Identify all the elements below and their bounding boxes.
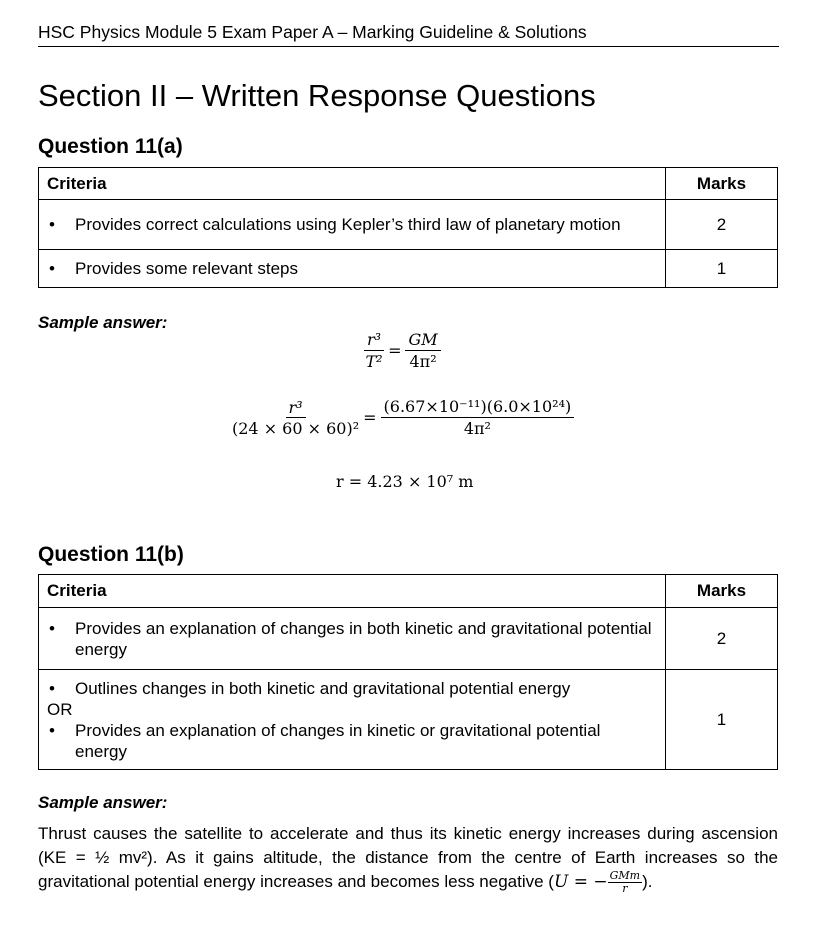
eq1-lhs-denominator: T² xyxy=(365,352,383,371)
substituted-equation: $\frac{\text{r³}}{\text{(24 × 60 × 60)²}}$ = $\frac{\text{(6.67×10⁻¹¹)(6.0×10²⁴)}}{\text{4π²}}$ xyxy=(232,397,574,438)
answer-text-part2: ). xyxy=(642,872,653,891)
q11a-criteria-table xyxy=(38,167,778,288)
criteria-header: Criteria xyxy=(39,168,666,200)
criterion-bullet xyxy=(47,618,657,660)
sample-answer-label: Sample answer: xyxy=(38,313,168,332)
criterion-text: Provides correct calculations using Kepler’s third law of planetary motion xyxy=(75,215,621,234)
eq2-lhs-numerator: r³ xyxy=(286,398,306,418)
question-11a-heading: Question 11(a) xyxy=(38,135,183,158)
formula-numerator: GMm xyxy=(609,869,641,883)
q11b-criteria-table xyxy=(38,574,778,770)
criterion-text: Provides an explanation of changes in kinetic or gravitational potential energy xyxy=(75,720,601,761)
kepler-equation: $\frac{\text{r³}}{\text{T²}}$ = $\frac{GM}{\text{4π²}}$ xyxy=(364,330,441,371)
table-row xyxy=(39,608,778,670)
criteria-header: Criteria xyxy=(39,575,666,608)
criterion-text: Provides an explanation of changes in both kinetic and gravitational potential energy xyxy=(75,618,652,659)
table-row xyxy=(39,200,778,250)
criterion-bullet xyxy=(47,258,657,279)
formula-lhs: U = − xyxy=(553,872,608,892)
eq2-rhs-numerator: (6.67×10⁻¹¹)(6.0×10²⁴) xyxy=(381,397,575,418)
marks-value: 2 xyxy=(666,200,778,250)
document-header: HSC Physics Module 5 Exam Paper A – Marking Guideline & Solutions xyxy=(38,22,779,47)
bullet-icon: • xyxy=(49,618,55,638)
eq2-rhs-denominator: 4π² xyxy=(463,419,491,438)
sample-answer-paragraph xyxy=(38,822,778,895)
criterion-text: Outlines changes in both kinetic and gravitational potential energy xyxy=(75,678,571,698)
table-row xyxy=(39,250,778,288)
marks-value: 2 xyxy=(666,608,778,670)
table-header-row xyxy=(39,168,778,200)
bullet-icon: • xyxy=(49,678,55,698)
marks-value: 1 xyxy=(666,250,778,288)
marks-value: 1 xyxy=(666,670,778,770)
or-separator: OR xyxy=(47,699,73,719)
bullet-icon: • xyxy=(49,259,55,278)
criterion-bullet xyxy=(47,720,657,762)
result-equation: r = 4.23 × 10⁷ m xyxy=(336,472,474,491)
gpe-formula-fraction xyxy=(608,870,642,895)
answer-text-part1: Thrust causes the satellite to accelerate and thus its kinetic energy increases during ascension (KE = ½ mv²). As it gains altitude, the distance from the centre of Earth increases so the gravitational potential energy increases and becomes less negative ( xyxy=(38,824,778,891)
question-11b-heading: Question 11(b) xyxy=(38,543,184,566)
table-header-row xyxy=(39,575,778,608)
eq1-rhs-denominator: 4π² xyxy=(409,352,437,371)
criterion-bullet xyxy=(47,214,657,235)
section-title: Section II – Written Response Questions xyxy=(38,78,596,113)
sample-answer-label: Sample answer: xyxy=(38,793,168,812)
eq1-rhs-numerator: GM xyxy=(405,330,440,351)
bullet-icon: • xyxy=(49,720,55,740)
marks-header: Marks xyxy=(666,575,778,608)
criterion-text: Provides some relevant steps xyxy=(75,259,298,278)
formula-denominator: r xyxy=(622,882,628,896)
eq2-lhs-denominator: (24 × 60 × 60)² xyxy=(232,418,360,438)
criterion-bullet xyxy=(47,678,657,699)
eq1-lhs-numerator: r³ xyxy=(364,330,384,351)
bullet-icon: • xyxy=(49,215,55,234)
table-row xyxy=(39,670,778,770)
marks-header: Marks xyxy=(666,168,778,200)
